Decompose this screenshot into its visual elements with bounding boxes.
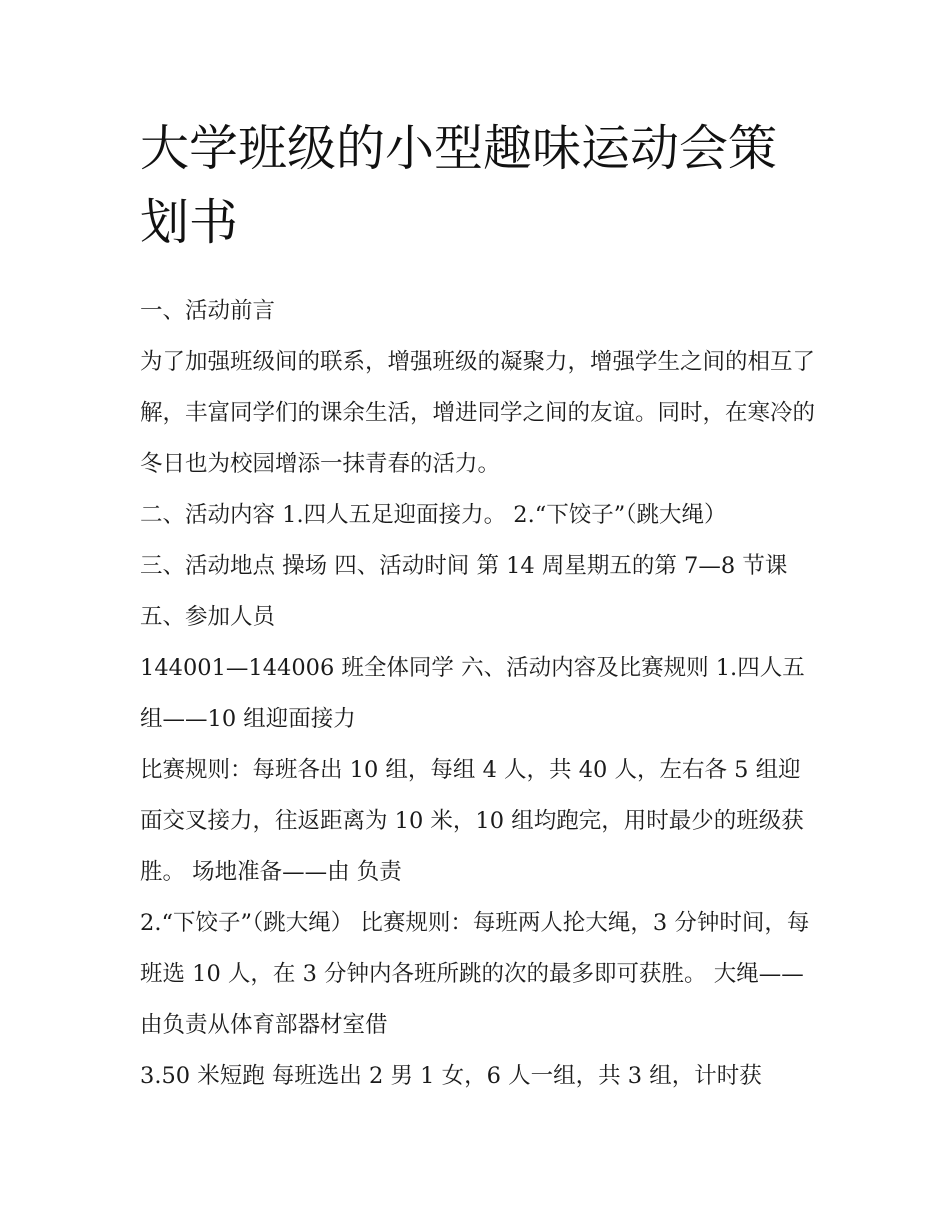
paragraph-participants-rules: 144001—144006 班全体同学 六、活动内容及比赛规则 1.四人五组——10 组迎面接力 <box>140 655 805 732</box>
paragraph-jump-rope-rules: 2.“下饺子”（跳大绳） 比赛规则：每班两人抡大绳，3 分钟时间，每班选 10 人，在 3 分钟内各班所跳的次的最多即可获胜。 大绳——由负责从体育部器材室借 <box>140 910 810 1038</box>
paragraph-location-time: 三、活动地点 操场 四、活动时间 第 14 周星期五的第 7—8 节课 五、参加人员 <box>140 553 788 630</box>
paragraph-relay-rules: 比赛规则：每班各出 10 组，每组 4 人，共 40 人，左右各 5 组迎面交叉接力，往返距离为 10 米，10 组均跑完，用时最少的班级获胜。 场地准备——由 负责 <box>140 757 804 885</box>
document-body <box>140 286 820 1102</box>
document-page <box>140 112 820 1102</box>
section-heading-preface: 一、活动前言 <box>140 298 276 324</box>
paragraph-sprint-rules: 3.50 米短跑 每班选出 2 男 1 女，6 人一组，共 3 组，计时获 <box>140 1063 762 1089</box>
paragraph-preface-text: 为了加强班级间的联系，增强班级的凝聚力，增强学生之间的相互了解，丰富同学们的课余生活，增进同学之间的友谊。同时，在寒冷的冬日也为校园增添一抹青春的活力。 <box>140 349 816 477</box>
document-title: 大学班级的小型趣味运动会策划书 <box>140 120 778 251</box>
paragraph-activity-content: 二、活动内容 1.四人五足迎面接力。 2.“下饺子”（跳大绳） <box>140 502 727 528</box>
